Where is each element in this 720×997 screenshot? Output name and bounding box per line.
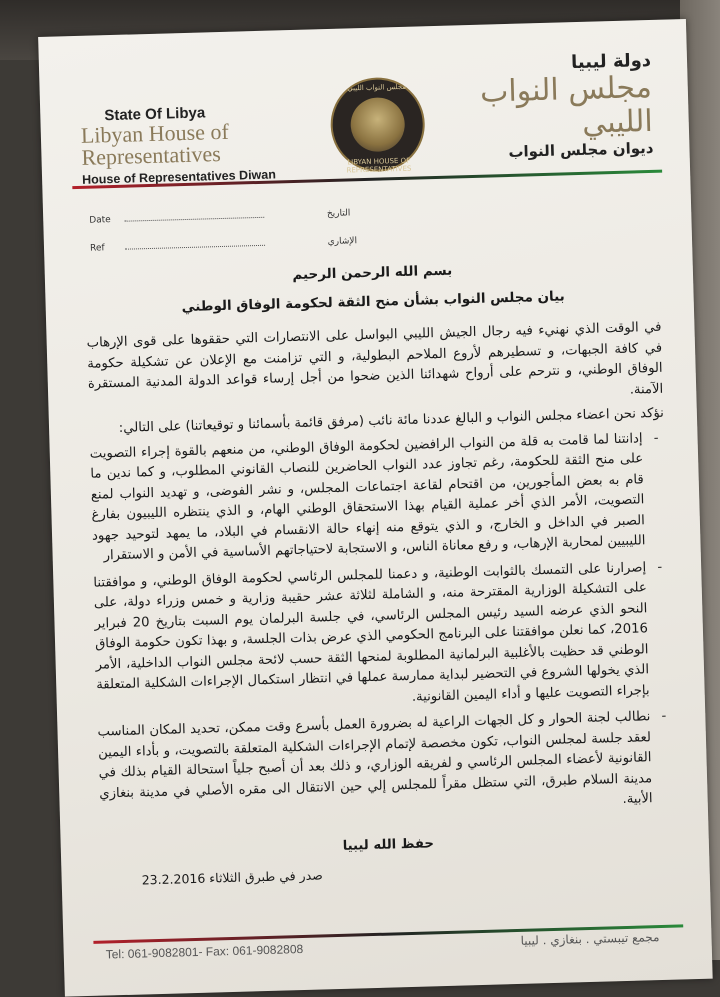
date-row xyxy=(89,208,350,225)
list-item: - إصرارنا على التمسك بالثوابت الوطنية، و دعمنا للمجلس الرئاسي لحكومة الوفاق الوطني، و موافقتنا على التشكيلة الوزارية المقترحة منه، و الشاملة لثلاثة عشر حقيبة وزارية و خمس وزراء دولة، على النحو الذي عرضه السيد رئيس المجلس الرئاسي، في جلسة البرلمان يوم السبت بتاريخ 20 فبراير 2016، كما نعلن موافقتنا على البرنامج الحكومي الذي عرض بذات الجلسة، و بهذا تكون حكومة الوفاق الوطني قد حظيت بالأغلبية البرلمانية المطلوبة لمنحها الثقة حسب لائحة مجلس النواب الداخلية، الأمر الذي يخولها الشروع في التحضير لبداية ممارسة عملها في انتظار استكمال الإجراءات الشكلية المتعلقة بإجراء التصويت عليها و أداء اليمين القانونية. xyxy=(93,557,672,716)
house-seal-logo xyxy=(329,76,426,173)
ref-row xyxy=(90,236,357,253)
seal-emblem-icon xyxy=(350,97,405,152)
list-item: - نطالب لجنة الحوار و كل الجهات الراعية له بضرورة العمل بأسرع وقت ممكن، تحديد المكان المناسب لعقد جلسة لمجلس النواب، تكون مخصصة لإتمام الإجراءات الشكلية المتعلقة بالتصويت، و بأداء اليمين القانونية لأعضاء المجلس الرئاسي و لفريقه الوزاري، و ذلك بعد أن أصبح جلياً استحالة القيام بذلك في مدينة السلام طبرق، التي ستظل مقراً للمجلس إلي حين الانتقال الى مقره الأصلي في مدينة بنغازي الأبية. xyxy=(97,707,675,826)
arabic-diwan-name: ديوان مجلس النواب xyxy=(508,138,654,161)
issue-date-place: صدر في طبرق الثلاثاء 23.2.2016 xyxy=(141,867,323,888)
date-label-en: Date xyxy=(89,215,111,226)
english-state-name: State Of Libya xyxy=(104,104,206,125)
bismillah: بسم الله الرحمن الرحيم xyxy=(292,262,453,284)
arabic-state-name: دولة ليبيا xyxy=(570,49,652,74)
footer-contact: Tel: 061-9082801- Fax: 061-9082808 xyxy=(105,942,304,962)
date-label-ar: التاريخ xyxy=(326,208,351,220)
statement-body xyxy=(85,255,677,892)
ref-label-en: Ref xyxy=(89,243,105,254)
letter-sheet xyxy=(38,19,713,997)
english-letterhead xyxy=(80,102,302,187)
ref-label-ar: الإشاري xyxy=(327,236,358,248)
english-house-name-line2: Representatives xyxy=(81,140,222,170)
footer-address: مجمع تيبستي . بنغازي . ليبيا xyxy=(520,930,660,948)
date-line xyxy=(124,217,264,222)
arabic-house-name: مجلس النواب الليبي xyxy=(479,69,654,141)
seal-arabic-text: مجلس النواب الليبي xyxy=(347,82,407,93)
english-diwan-name: House of Representatives Diwan xyxy=(81,167,277,187)
seal-english-text: LIBYAN HOUSE OF REPRESENTATIVES xyxy=(346,156,412,175)
closing-phrase: حفظ الله ليبيا xyxy=(342,835,435,854)
arabic-letterhead xyxy=(441,50,654,163)
statement-title: بيان مجلس النواب بشأن منح الثقة لحكومة الوفاق الوطني xyxy=(181,287,565,315)
english-house-name-line1: Libyan House of xyxy=(80,118,230,148)
list-item: - إدانتنا لما قامت به قلة من النواب الرافضين لحكومة الوفاق الوطني، من منعهم بالقوة إجراء التصويت على منح الثقة للحكومة، رغم تجاوز عدد النواب الحاضرين للنصاب القانوني المطلوب، و كما ندين ما قام به بعض المأجورين، من اقتحام لقاعة اجتماعات المجلس، و نشر الفوضى، و تهديد النواب لمنع التصويت، الأمر الذي أخر عملية القيام بهذا الاستحقاق الوطني الهام، و الذي ينتظره الليبيون بفارغ الصبر في الداخل و الخارج، و الذي يتوقع منه إنهاء حالة الانقسام في البلاد، ما يمهد لتوحيد جهود الليبيين لمحاربة الإرهاب، و رفع معاناة الناس، و الاستجابة لاحتياجاتهم الأساسية في الأمن و الاستقرار xyxy=(90,428,668,567)
affirmation-paragraph: نؤكد نحن اعضاء مجلس النواب و البالغ عددنا مائة نائب (مرفق قائمة بأسمائنا و توقيعاتنا) على التالي: xyxy=(118,405,665,436)
intro-paragraph: في الوقت الذي نهنيء فيه رجال الجيش الليبي البواسل على الانتصارات التي حققوها على قوى الإرهاب في كافة الجبهات، و تسطيرهم لأروع الملاحم البطولية، و التي تزامنت مع الإعلان عن تشكيلة حكومة الوفاق الوطني، و نترحم على أرواح شهدائنا الذين ضحوا من أجل إرساء قواعد الدولة المدنية المستقرة الآمنة. xyxy=(86,319,664,398)
ref-line xyxy=(125,245,265,250)
letterhead xyxy=(38,19,690,187)
